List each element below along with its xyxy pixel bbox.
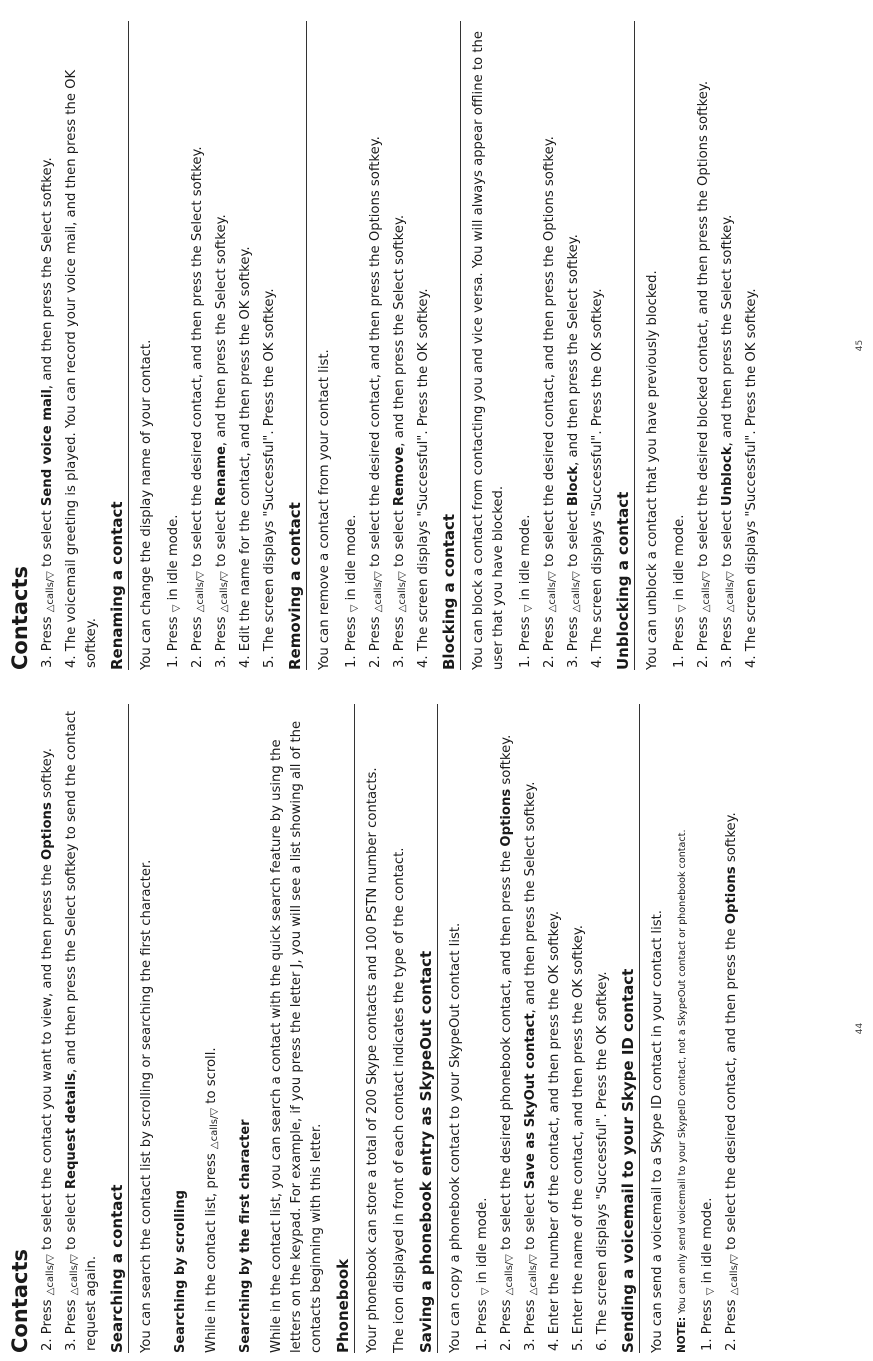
list-item: 1. Press ▽ in idle mode. — [166, 514, 182, 668]
nav-keys-icon: △calls/▽ — [571, 571, 582, 613]
saving-steps — [473, 704, 613, 1353]
down-key-icon: ▽ — [171, 604, 182, 613]
paragraph: You can unblock a contact that you have previously blocked. — [645, 270, 660, 670]
heading-renaming: Renaming a contact — [108, 21, 129, 670]
nav-keys-icon: △calls/▽ — [69, 1254, 80, 1296]
page-44 — [0, 696, 873, 1361]
nav-keys-icon: △calls/▽ — [725, 571, 736, 613]
paragraph: Your phonebook can store a total of 200 Skype contacts and 100 PSTN number contacts. — [365, 767, 380, 1353]
list-item: 1. Press ▽ in idle mode. — [672, 514, 688, 668]
note: NOTE: You can only send voicemail to your SkypeID contact, not a SkypeOut contact or phonebook contact. — [676, 829, 688, 1353]
page-number: 44 — [855, 1022, 865, 1035]
down-key-icon: ▽ — [523, 604, 534, 613]
heading-unblocking: Unblocking a contact — [614, 21, 635, 670]
heading-phonebook: Phonebook — [334, 704, 355, 1353]
list-item: 3. Press △calls/▽ to select Unblock, and then press the Select softkey. — [720, 214, 736, 668]
list-item: 5. The screen displays "Successful". Press the OK softkey. — [262, 288, 277, 668]
heading-removing: Removing a contact — [286, 21, 307, 670]
heading-saving: Saving a phonebook entry as SkypeOut contact — [417, 704, 438, 1353]
list-item: 3. Press △calls/▽ to select Send voice mail, and then press the Select softkey. — [40, 157, 56, 668]
list-item: 3. Press △calls/▽ to select Remove, and then press the Select softkey. — [392, 214, 408, 668]
blocking-steps — [516, 21, 608, 670]
heading-voicemail: Sending a voicemail to your Skype ID contact — [619, 704, 640, 1353]
nav-keys-icon: △calls/▽ — [45, 1254, 56, 1296]
list-item: 2. Press △calls/▽ to select the desired contact, and then press the Options softkey. — [542, 136, 558, 668]
nav-keys-icon: △calls/▽ — [397, 571, 408, 613]
list-item: 2. Press △calls/▽ to select the desired contact, and then press the Options softkey. — [724, 812, 740, 1351]
down-key-icon: ▽ — [349, 604, 360, 613]
nav-keys-icon: △calls/▽ — [195, 571, 206, 613]
list-item: 1. Press ▽ in idle mode. — [700, 1197, 716, 1351]
heading-blocking: Blocking a contact — [440, 21, 461, 670]
renaming-steps — [164, 21, 280, 670]
paragraph: You can send a voicemail to a Skype ID contact in your contact list. — [650, 910, 665, 1353]
paragraph: The icon displayed in front of each contact indicates the type of the contact. — [392, 847, 407, 1353]
subheading-by-scrolling: Searching by scrolling — [173, 1190, 188, 1353]
list-item: 3. Press △calls/▽ to select Save as SkyOut contact, and then press the Select softkey. — [523, 781, 539, 1351]
list-item: 1. Press ▽ in idle mode. — [344, 514, 360, 668]
list-item: 4. The screen displays "Successful". Press the OK softkey. — [590, 288, 605, 668]
nav-keys-icon: △calls/▽ — [373, 571, 384, 613]
nav-keys-icon: △calls/▽ — [504, 1254, 515, 1296]
nav-keys-icon: △calls/▽ — [729, 1254, 740, 1296]
list-item: 4. The screen displays "Successful". Press the OK softkey. — [416, 288, 431, 668]
paragraph: You can copy a phonebook contact to your SkypeOut contact list. — [448, 922, 463, 1353]
list-item: 2. Press △calls/▽ to select the desired contact, and then press the Options softkey. — [368, 136, 384, 668]
list-item: 3. Press △calls/▽ to select Block, and then press the Select softkey. — [566, 234, 582, 668]
down-key-icon: ▽ — [677, 604, 688, 613]
list-item: 4. The screen displays "Successful". Press the OK softkey. — [744, 288, 759, 668]
paragraph: While in the contact list, press △calls/▽ to scroll. — [204, 1047, 220, 1353]
paragraph: While in the contact list, you can search a contact with the quick search feature by using the letters on the keypad. For example, if you press the letter J, you will see a list showing all of the contacts beginning with this letter. — [269, 720, 324, 1353]
paragraph: You can change the display name of your contact. — [139, 339, 154, 670]
paragraph: You can search the contact list by scrolling or searching the first character. — [139, 859, 154, 1353]
page-45 — [0, 13, 873, 678]
nav-keys-icon: △calls/▽ — [219, 571, 230, 613]
voicemail-steps — [698, 704, 742, 1353]
page-number: 45 — [855, 339, 865, 352]
list-item: 2. Press △calls/▽ to select the desired contact, and then press the Select softkey. — [190, 146, 206, 668]
list-item: 1. Press ▽ in idle mode. — [475, 1197, 491, 1351]
paragraph: You can block a contact from contacting you and vice versa. You will always appear offline to the user that you have blocked. — [471, 31, 506, 670]
nav-keys-icon: △calls/▽ — [547, 571, 558, 613]
subheading-first-character: Searching by the first character — [238, 1119, 253, 1353]
list-item: 4. The voicemail greeting is played. You can record your voice mail, and then press the OK softkey. — [64, 69, 99, 668]
removing-steps — [342, 21, 434, 670]
nav-keys-icon: △calls/▽ — [701, 571, 712, 613]
nav-keys-icon: △calls/▽ — [45, 571, 56, 613]
heading-searching: Searching a contact — [108, 704, 129, 1353]
list-item: 3. Press △calls/▽ to select Rename, and then press the Select softkey. — [214, 214, 230, 668]
nav-keys-icon: △calls/▽ — [209, 1107, 220, 1150]
list-item: 2. Press △calls/▽ to select the desired blocked contact, and then press the Options softkey. — [696, 80, 712, 668]
nav-keys-icon: △calls/▽ — [528, 1254, 539, 1296]
list-item: 4. Edit the name for the contact, and then press the OK softkey. — [238, 246, 253, 668]
top-list — [38, 704, 102, 1353]
list-item: 5. Enter the name of the contact, and then press the OK softkey. — [571, 925, 586, 1351]
list-item: 2. Press △calls/▽ to select the desired phonebook contact, and then press the Options softkey. — [499, 734, 515, 1351]
list-item: 4. Enter the number of the contact, and then press the OK softkey. — [547, 910, 562, 1351]
top-list — [38, 21, 102, 670]
section-title: Contacts — [8, 566, 32, 670]
down-key-icon: ▽ — [480, 1287, 491, 1296]
list-item: 3. Press △calls/▽ to select Request details, and then press the Select softkey to send the contact request again. — [64, 710, 99, 1351]
section-title: Contacts — [8, 1249, 32, 1353]
list-item: 1. Press ▽ in idle mode. — [518, 514, 534, 668]
list-item: 2. Press △calls/▽ to select the contact you want to view, and then press the Options softkey. — [40, 748, 56, 1351]
list-item: 6. The screen displays "Successful". Press the OK softkey. — [595, 971, 610, 1351]
down-key-icon: ▽ — [705, 1287, 716, 1296]
unblocking-steps — [670, 21, 762, 670]
paragraph: You can remove a contact from your contact list. — [317, 349, 332, 670]
